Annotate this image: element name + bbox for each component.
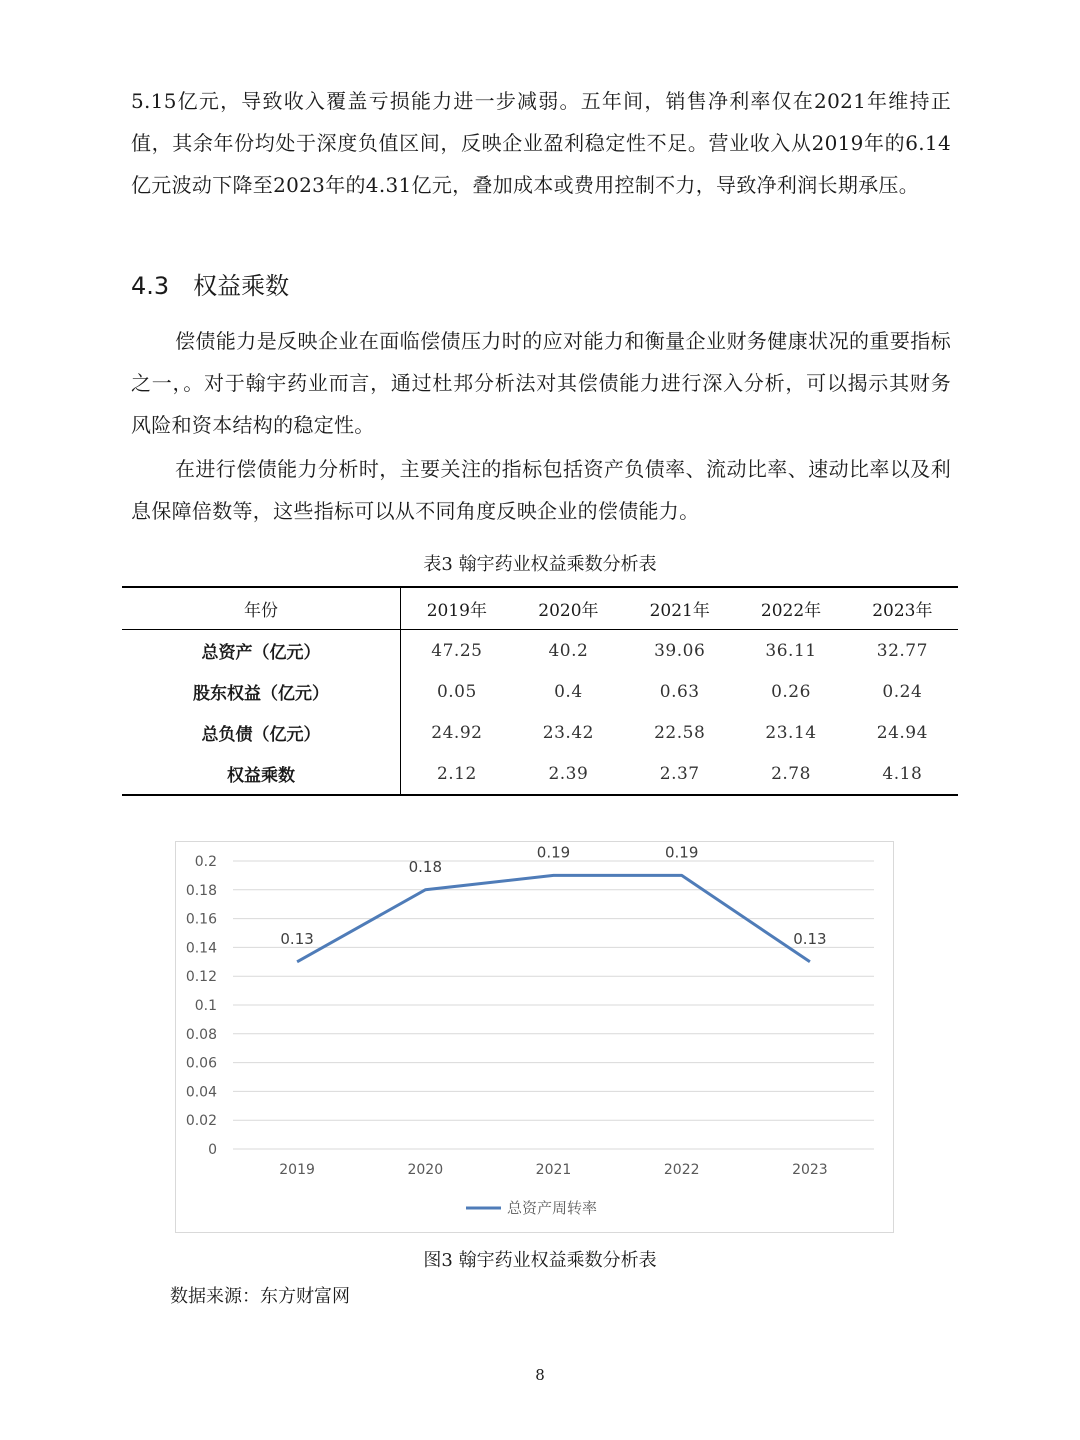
y-tick-label: 0.14 [185, 940, 217, 957]
table-cell: 22.58 [654, 722, 706, 743]
header-year: 2021年 [649, 601, 710, 621]
y-tick-label: 0.2 [194, 854, 217, 870]
data-label: 0.13 [793, 929, 827, 948]
header-year: 2020年 [538, 601, 599, 621]
table-header-row [122, 587, 958, 630]
row-label: 总资产（亿元） [122, 630, 401, 672]
header-year-label: 年份 [122, 587, 401, 630]
header-year: 2023年 [872, 601, 933, 621]
y-tick-label: 0.04 [185, 1084, 217, 1101]
table-cell: 32.77 [876, 640, 928, 661]
data-source-note: 数据来源：东方财富网 [170, 1286, 350, 1307]
row-label: 权益乘数 [122, 753, 401, 795]
table-cell: 2.78 [771, 763, 811, 784]
x-tick-label: 2022 [663, 1162, 700, 1178]
section-heading [131, 266, 289, 301]
table-cell: 23.14 [765, 722, 817, 743]
header-year: 2019年 [426, 601, 487, 621]
data-label: 0.19 [664, 843, 699, 862]
table-cell: 0.24 [882, 681, 923, 702]
y-tick-label: 0.08 [185, 1026, 217, 1043]
legend-label: 总资产周转率 [507, 1199, 598, 1217]
table-row [122, 712, 958, 753]
data-label: 0.18 [408, 857, 443, 876]
table-cell: 39.06 [654, 640, 706, 661]
table-cell: 4.18 [882, 763, 923, 784]
body-paragraph-2: 偿债能力是反映企业在面临偿债压力时的应对能力和衡量企业财务健康状况的重要指标之一，。对于翰宇药业而言，通过杜邦分析法对其偿债能力进行深入分析，可以揭示其财务风险和资本结构的稳定性。 [131, 329, 951, 437]
body-paragraph-1: 5.15亿元，导致收入覆盖亏损能力进一步减弱。五年间，销售净利率仅在2021年维持正值，其余年份均处于深度负值区间，反映企业盈利稳定性不足。营业收入从2019年的6.14亿元波动下降至2023年的4.31亿元，叠加成本或费用控制不力，导致净利润长期承压。 [131, 89, 951, 197]
table-caption: 表3 翰宇药业权益乘数分析表 [423, 554, 657, 575]
table-cell: 2.39 [548, 763, 589, 784]
y-tick-label: 0.12 [185, 969, 217, 986]
table-cell: 36.11 [765, 640, 817, 661]
x-tick-label: 2020 [407, 1162, 444, 1178]
data-label: 0.19 [536, 843, 571, 862]
table-cell: 2.37 [659, 763, 700, 784]
table-cell: 24.94 [876, 722, 928, 743]
y-tick-label: 0.16 [185, 911, 217, 928]
table-cell: 24.92 [431, 722, 483, 743]
y-tick-label: 0.06 [185, 1055, 217, 1072]
chart-canvas [176, 842, 895, 1234]
figure-caption: 图3 翰宇药业权益乘数分析表 [423, 1250, 657, 1271]
row-label: 股东权益（亿元） [122, 671, 401, 712]
header-year: 2022年 [760, 601, 822, 621]
equity-multiplier-table [122, 586, 958, 796]
table-cell: 23.42 [542, 722, 594, 743]
table-cell: 0.4 [554, 681, 583, 702]
table-cell: 0.63 [659, 681, 700, 702]
y-tick-label: 0 [208, 1142, 217, 1158]
table-cell: 0.05 [436, 681, 477, 702]
x-tick-label: 2023 [792, 1162, 828, 1178]
section-title: 权益乘数 [193, 272, 290, 300]
line-chart [175, 841, 894, 1233]
table-cell: 47.25 [431, 640, 483, 661]
data-label: 0.13 [280, 929, 314, 948]
body-paragraph-3: 在进行偿债能力分析时，主要关注的指标包括资产负债率、流动比率、速动比率以及利息保障倍数等，这些指标可以从不同角度反映企业的偿债能力。 [131, 457, 951, 523]
table-row [122, 630, 958, 672]
table-row [122, 671, 958, 712]
y-tick-label: 0.02 [185, 1113, 217, 1130]
y-tick-label: 0.1 [194, 998, 217, 1014]
x-tick-label: 2019 [279, 1162, 315, 1178]
table-row [122, 753, 958, 795]
page-number: 8 [535, 1366, 545, 1384]
table-cell: 40.2 [548, 640, 589, 661]
section-number: 4.3 [131, 272, 170, 300]
x-tick-label: 2021 [535, 1162, 572, 1178]
table-cell: 0.26 [771, 681, 811, 702]
y-tick-label: 0.18 [185, 882, 217, 899]
table-cell: 2.12 [436, 763, 477, 784]
row-label: 总负债（亿元） [122, 712, 401, 753]
